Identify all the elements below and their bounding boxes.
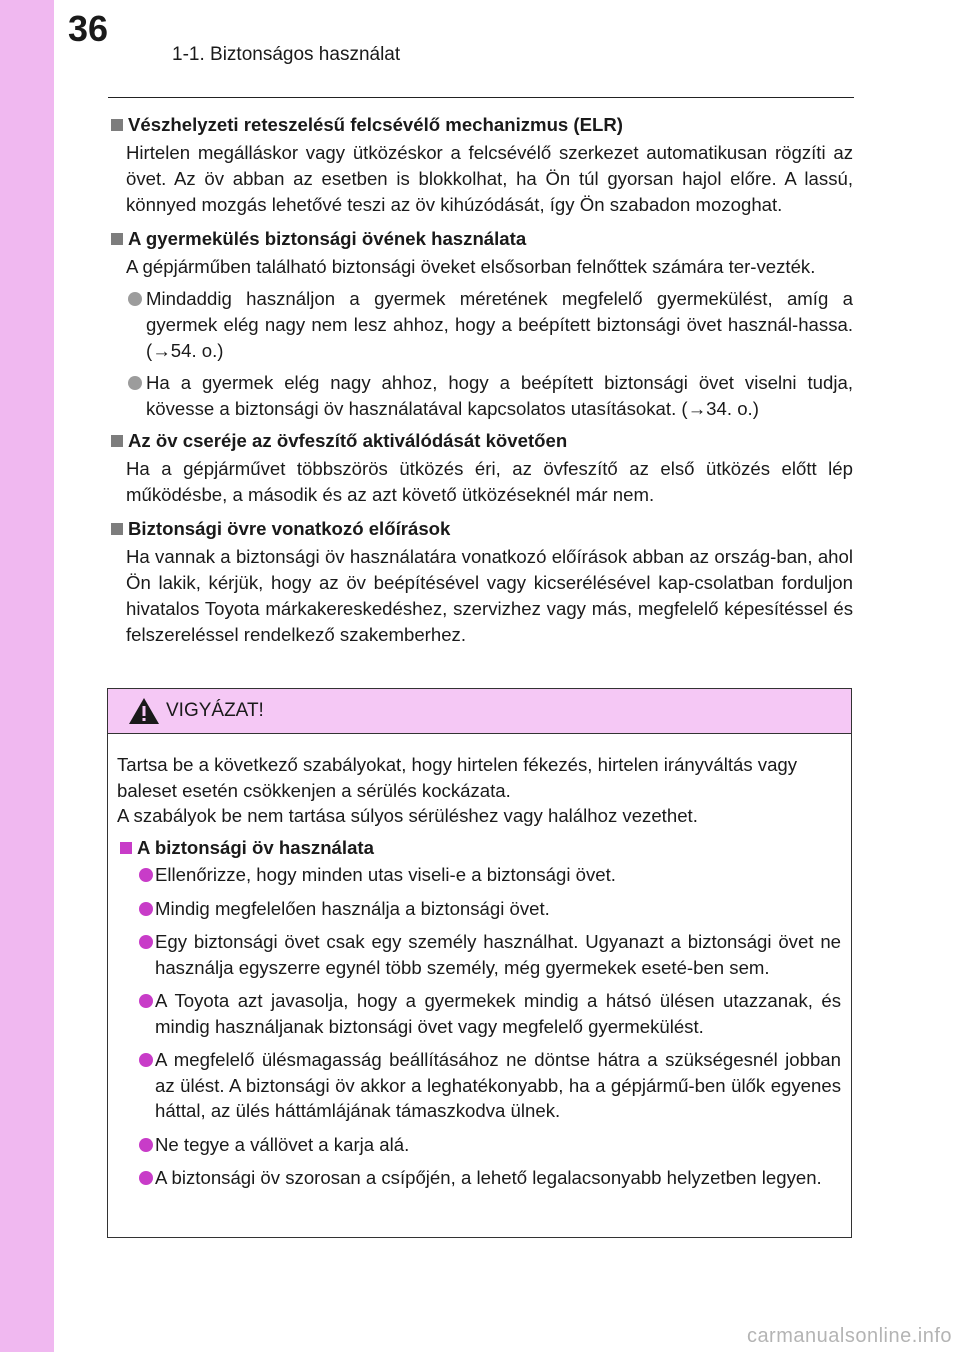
list-item: A megfelelő ülésmagasság beállításához ne döntse hátra a szükségesnél jobban az ülést. A biztonsági öv akkor a leghatékonyabb, ha a gépjármű-ben ülők egyenes háttal, az ülés háttámlájának támaszkodva ülnek. bbox=[117, 1047, 841, 1124]
round-bullet-icon bbox=[139, 994, 153, 1008]
running-title: 1-1. Biztonságos használat bbox=[172, 44, 401, 65]
square-bullet-icon bbox=[111, 435, 123, 447]
side-color-strip bbox=[0, 0, 54, 1352]
square-bullet-icon bbox=[111, 233, 123, 245]
round-bullet-icon bbox=[139, 1053, 153, 1067]
warning-header bbox=[108, 689, 851, 734]
section-title: A gyermekülés biztonsági övének használata bbox=[108, 226, 853, 252]
list-item: A Toyota azt javasolja, hogy a gyermekek mindig a hátsó ülésen utazzanak, és mindig használjanak biztonsági övet vagy megfelelő gyermekülést. bbox=[117, 988, 841, 1039]
round-bullet-icon bbox=[139, 868, 153, 882]
page-number: 36 bbox=[68, 8, 109, 49]
section-body: A gépjárműben található biztonsági öveket elsősorban felnőttek számára ter-vezték. bbox=[126, 256, 816, 277]
list-item: Mindaddig használjon a gyermek méretének megfelelő gyermekülést, amíg a gyermek elég nagy nem lesz ahhoz, hogy a beépített biztonsági övet használ-hassa. (→54. o.) bbox=[108, 286, 853, 364]
section-title: Vészhelyzeti reteszelésű felcsévélő mechanizmus (ELR) bbox=[108, 112, 853, 138]
square-bullet-icon bbox=[111, 523, 123, 535]
round-bullet-icon bbox=[139, 902, 153, 916]
section-body: Hirtelen megálláskor vagy ütközéskor a felcsévélő szerkezet automatikusan rögzíti az övet. Az öv abban az esetben is blokkolhat, ha Ön túl gyorsan hajol előre. A lassú, könnyed mozgás lehetővé teszi az öv kihúzódását, így Ön szabadon mozoghat. bbox=[126, 142, 853, 215]
warning-title: VIGYÁZAT! bbox=[166, 700, 264, 721]
square-bullet-icon bbox=[111, 119, 123, 131]
list-item: Ellenőrizze, hogy minden utas viseli-e a biztonsági övet. bbox=[117, 862, 841, 888]
section-title: Az öv cseréje az övfeszítő aktiválódását követően bbox=[108, 428, 853, 454]
round-bullet-icon bbox=[139, 1138, 153, 1152]
round-bullet-icon bbox=[139, 1171, 153, 1185]
section-body: Ha a gépjárművet többszörös ütközés éri, az övfeszítő az első ütközés előtt lép működésbe, a második és az azt követő ütközéseknél már nem. bbox=[126, 458, 853, 505]
list-item: A biztonsági öv szorosan a csípőjén, a lehető legalacsonyabb helyzetben legyen. bbox=[117, 1165, 841, 1191]
list-item: Ne tegye a vállövet a karja alá. bbox=[117, 1132, 841, 1158]
warning-intro: Tartsa be a következő szabályokat, hogy hirtelen fékezés, hirtelen irányváltás vagy baleset esetén csökkenjen a sérülés kockázata. A szabályok be nem tartása súlyos sérüléshez vagy halálhoz vezethet. bbox=[117, 754, 798, 826]
square-bullet-icon bbox=[120, 842, 132, 854]
header-rule bbox=[108, 97, 854, 98]
section-title: Biztonsági övre vonatkozó előírások bbox=[108, 516, 853, 542]
warning-section-title: A biztonsági öv használata bbox=[117, 835, 841, 861]
warning-triangle-icon bbox=[128, 697, 160, 725]
section-body: Ha vannak a biztonsági öv használatára vonatkozó előírások abban az ország-ban, ahol Ön lakik, kérjük, hogy az öv beépítésével vagy kicserélésével kap-csolatban forduljon hivatalos Toyota márkakereskedéshez, szervizhez vagy más, megfelelő képesítéssel és felszereléssel rendelkező szakemberhez. bbox=[126, 546, 853, 645]
warning-body bbox=[108, 734, 851, 1191]
list-item: Mindig megfelelően használja a biztonsági övet. bbox=[117, 896, 841, 922]
round-bullet-icon bbox=[128, 292, 142, 306]
watermark[interactable]: carmanualsonline.info bbox=[746, 1325, 952, 1347]
round-bullet-icon bbox=[128, 376, 142, 390]
round-bullet-icon bbox=[139, 935, 153, 949]
warning-box bbox=[107, 688, 852, 1238]
main-content bbox=[108, 106, 853, 648]
list-item: Egy biztonsági övet csak egy személy használhat. Ugyanazt a biztonsági övet ne használja egyszerre egynél több személy, még gyermekek eseté-ben sem. bbox=[117, 929, 841, 980]
list-item: Ha a gyermek elég nagy ahhoz, hogy a beépített biztonsági övet viselni tudja, kövesse a biztonsági öv használatával kapcsolatos utasításokat. (→34. o.) bbox=[108, 370, 853, 422]
